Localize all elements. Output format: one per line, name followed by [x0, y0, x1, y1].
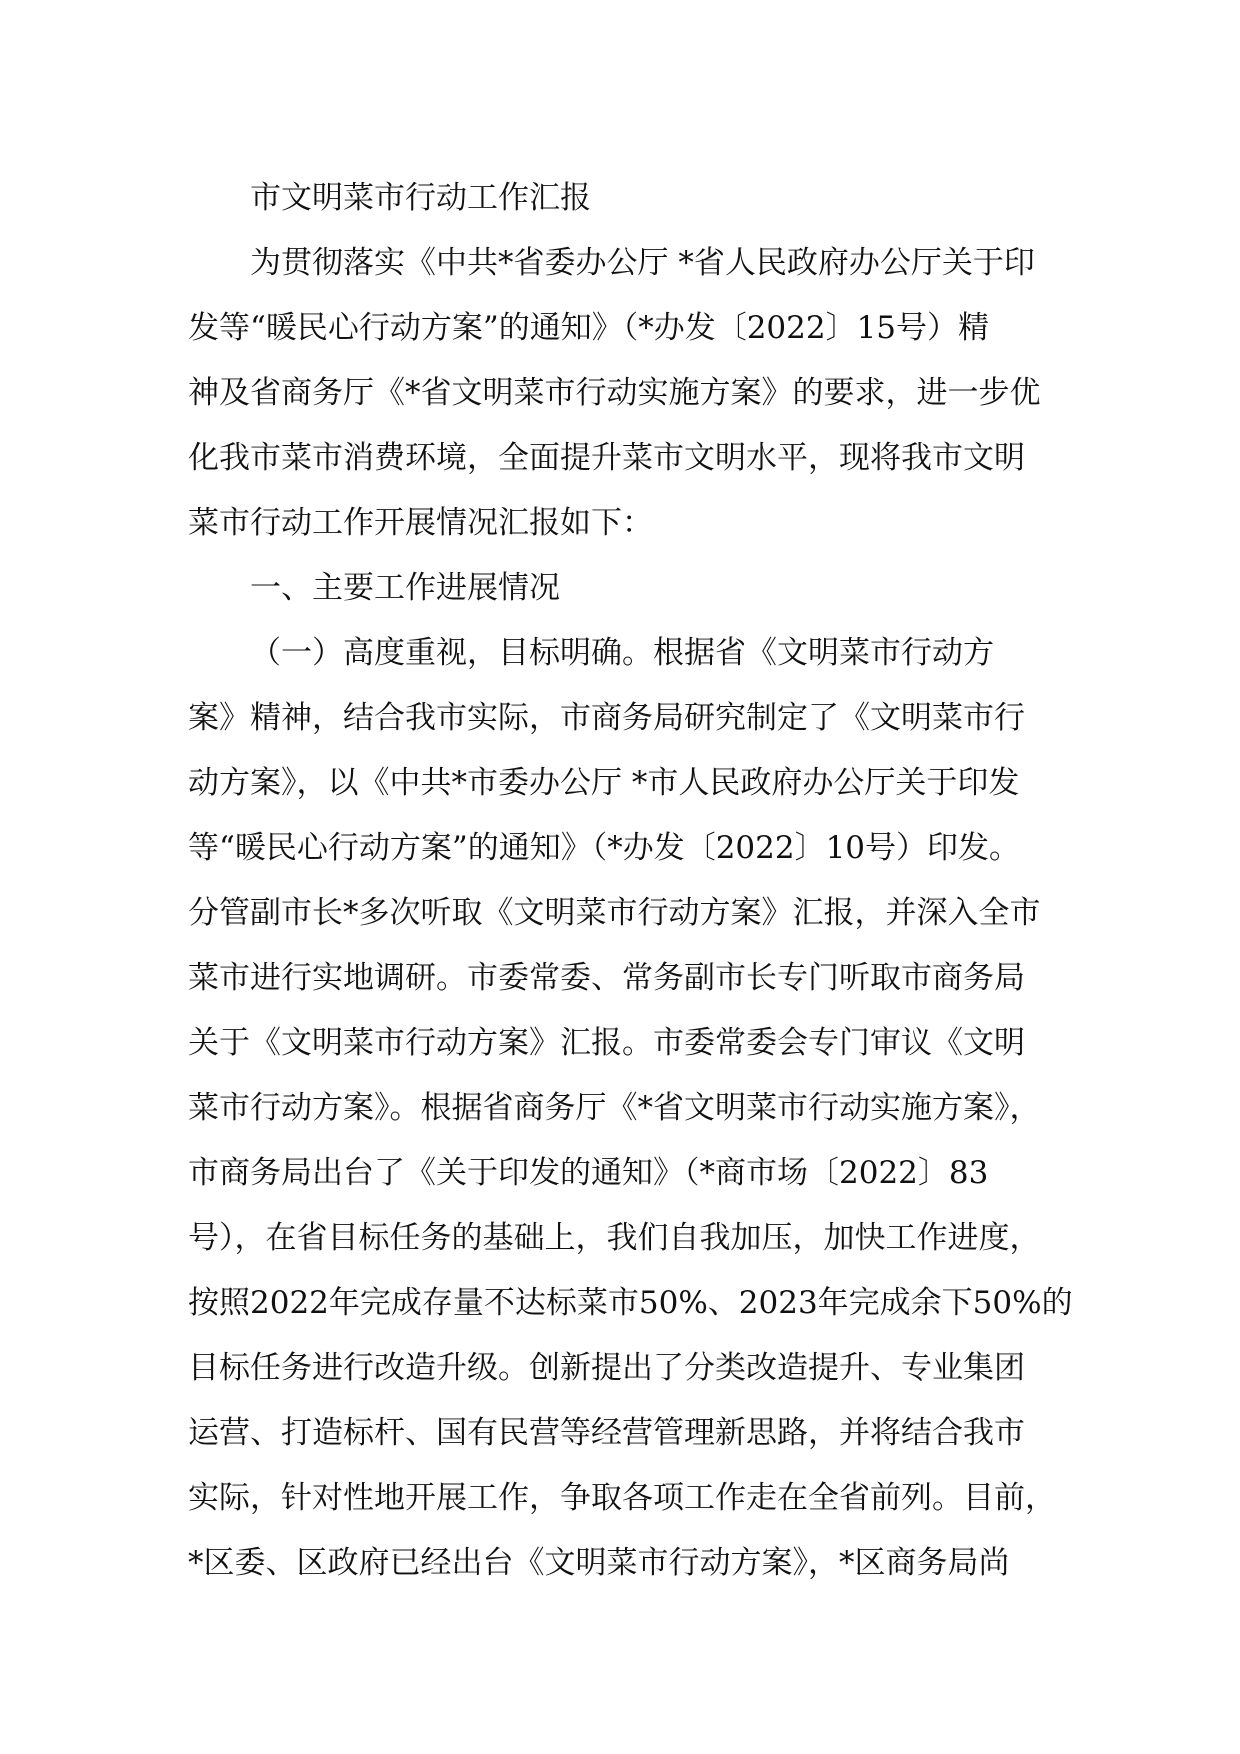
paragraph-line: 分管副市长*多次听取《文明菜市行动方案》汇报，并深入全市 — [188, 895, 1041, 931]
section-heading: 一、主要工作进展情况 — [250, 570, 560, 606]
paragraph-line: 市商务局出台了《关于印发的通知》（*商市场〔2022〕83 — [188, 1155, 989, 1191]
paragraph-line: 发等“暖民心行动方案”的通知》（*办发〔2022〕15号）精 — [188, 310, 990, 346]
paragraph-progress — [188, 621, 1073, 1596]
paragraph-line: 菜市行动方案》。根据省商务厅《*省文明菜市行动实施方案》， — [188, 1090, 1041, 1126]
paragraph-line: 动方案》，以《中共*市委办公厅 *市人民政府办公厅关于印发 — [188, 765, 1020, 801]
paragraph-line: 为贯彻落实《中共*省委办公厅 *省人民政府办公厅关于印 — [250, 245, 1035, 281]
document-title: 市文明菜市行动工作汇报 — [250, 180, 591, 216]
paragraph-line: 菜市进行实地调研。市委常委、常务副市长专门听取市商务局 — [188, 960, 1025, 996]
paragraph-line: 案》精神，结合我市实际，市商务局研究制定了《文明菜市行 — [188, 700, 1025, 736]
paragraph-line: 关于《文明菜市行动方案》汇报。市委常委会专门审议《文明 — [188, 1025, 1025, 1061]
paragraph-line: 运营、打造标杆、国有民营等经营管理新思路，并将结合我市 — [188, 1415, 1025, 1451]
paragraph-line: 菜市行动工作开展情况汇报如下： — [188, 505, 653, 541]
paragraph-line: 目标任务进行改造升级。创新提出了分类改造提升、专业集团 — [188, 1350, 1025, 1386]
document-body — [188, 166, 1073, 1596]
paragraph-line: 等“暖民心行动方案”的通知》（*办发〔2022〕10号）印发。 — [188, 830, 1021, 866]
paragraph-line: 按照2022年完成存量不达标菜市50%、2023年完成余下50%的 — [188, 1285, 1073, 1321]
paragraph-line: 号），在省目标任务的基础上，我们自我加压，加快工作进度， — [188, 1220, 1041, 1256]
paragraph-line: 化我市菜市消费环境，全面提升菜市文明水平，现将我市文明 — [188, 440, 1025, 476]
paragraph-line: （一）高度重视，目标明确。根据省《文明菜市行动方 — [250, 635, 994, 671]
paragraph-line: 神及省商务厅《*省文明菜市行动实施方案》的要求，进一步优 — [188, 375, 1041, 411]
paragraph-intro — [188, 231, 1058, 556]
paragraph-line: *区委、区政府已经出台《文明菜市行动方案》，*区商务局尚 — [188, 1545, 1010, 1581]
paragraph-line: 实际，针对性地开展工作，争取各项工作走在全省前列。目前， — [188, 1480, 1056, 1516]
